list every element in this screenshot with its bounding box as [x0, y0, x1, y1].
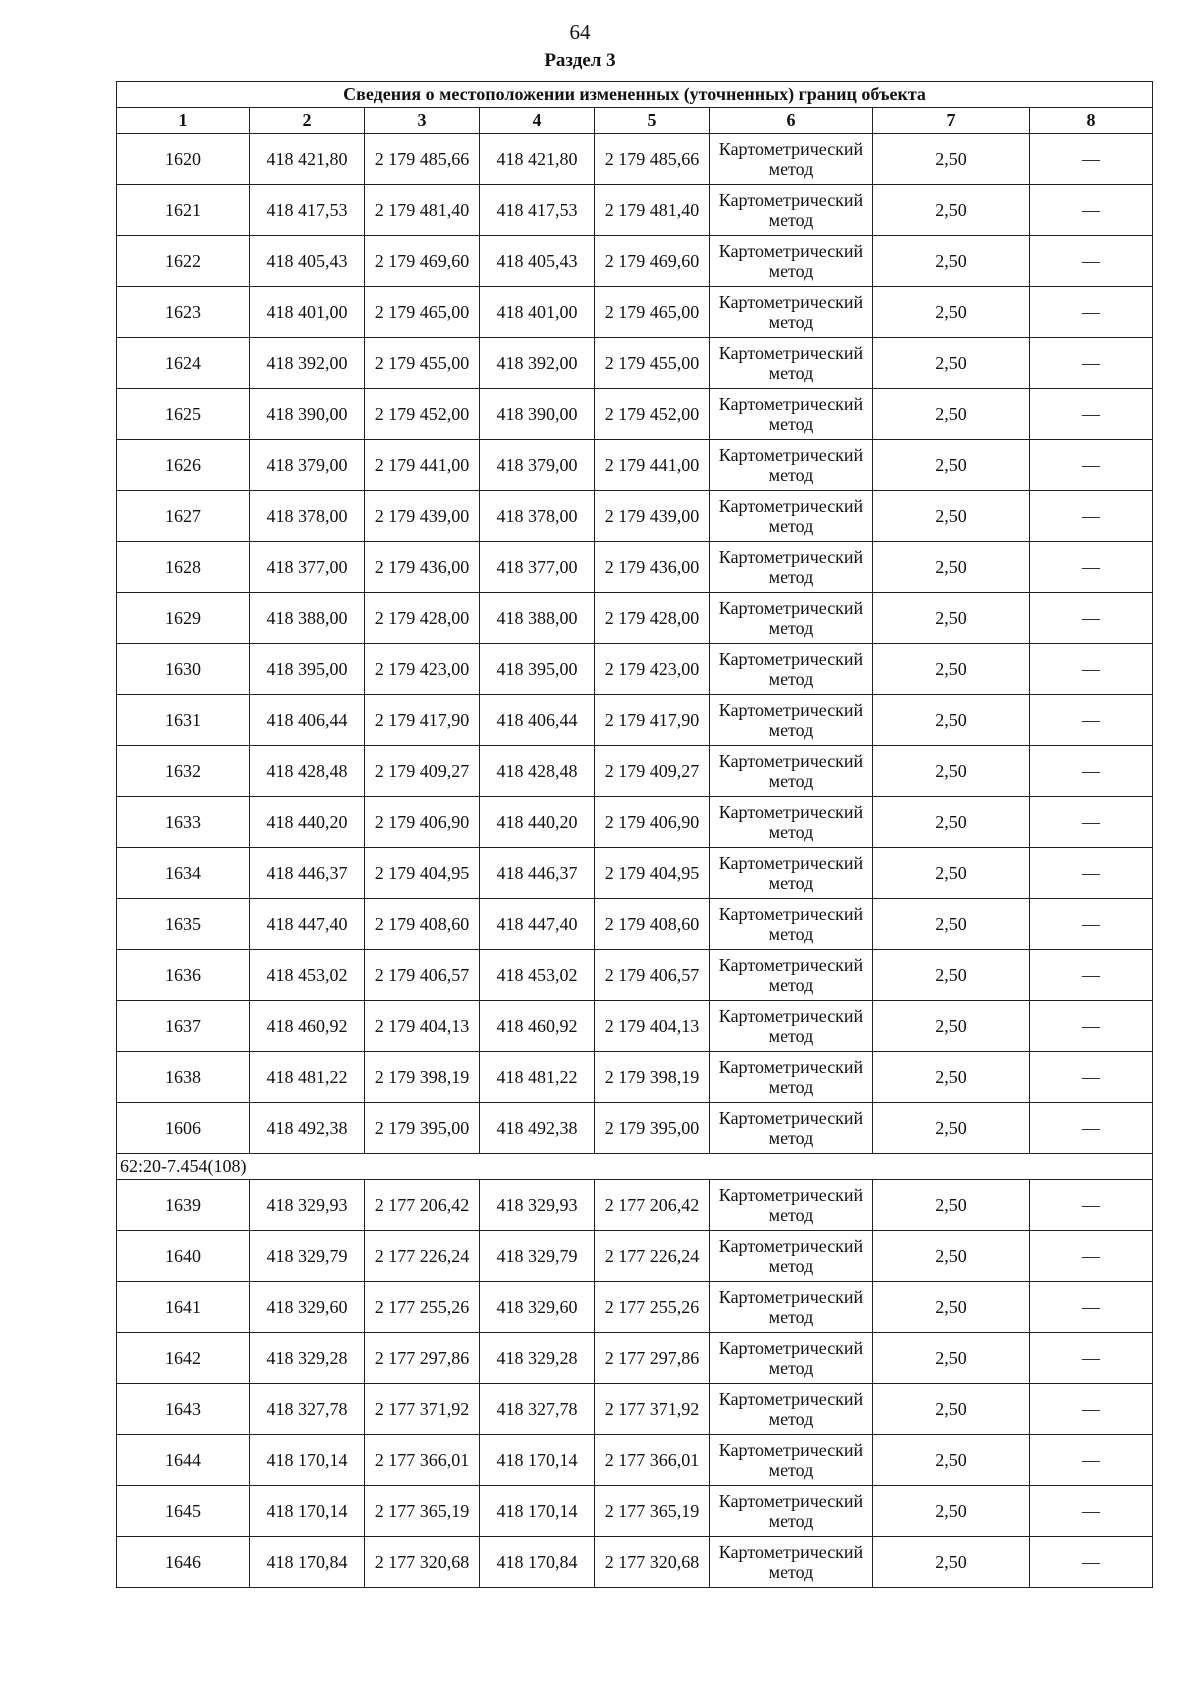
- accuracy-cell: 2,50: [873, 797, 1030, 848]
- x-existing-cell: 418 395,00: [250, 644, 365, 695]
- accuracy-cell: 2,50: [873, 185, 1030, 236]
- table-row: [117, 950, 1153, 1001]
- accuracy-cell: 2,50: [873, 1282, 1030, 1333]
- group-label-row: [117, 1154, 1153, 1180]
- x-new-cell: 418 401,00: [480, 287, 595, 338]
- y-existing-cell: 2 177 206,42: [365, 1180, 480, 1231]
- method-cell: Картометрический метод: [710, 1052, 873, 1103]
- dash-mark: —: [1082, 199, 1101, 220]
- accuracy-cell: 2,50: [873, 1486, 1030, 1537]
- x-existing-cell: 418 329,79: [250, 1231, 365, 1282]
- x-existing-cell: 418 406,44: [250, 695, 365, 746]
- y-new-cell: 2 179 395,00: [595, 1103, 710, 1154]
- x-existing-cell: 418 379,00: [250, 440, 365, 491]
- x-existing-cell: 418 447,40: [250, 899, 365, 950]
- x-existing-cell: 418 378,00: [250, 491, 365, 542]
- table-row: [117, 593, 1153, 644]
- description-cell: [1030, 1333, 1153, 1384]
- column-number: 6: [710, 108, 873, 134]
- dash-mark: —: [1082, 811, 1101, 832]
- x-existing-cell: 418 392,00: [250, 338, 365, 389]
- y-new-cell: 2 177 366,01: [595, 1435, 710, 1486]
- x-existing-cell: 418 390,00: [250, 389, 365, 440]
- x-new-cell: 418 417,53: [480, 185, 595, 236]
- dash-mark: —: [1082, 760, 1101, 781]
- x-new-cell: 418 440,20: [480, 797, 595, 848]
- x-new-cell: 418 392,00: [480, 338, 595, 389]
- table-row: [117, 1537, 1153, 1588]
- method-cell: Картометрический метод: [710, 848, 873, 899]
- x-existing-cell: 418 446,37: [250, 848, 365, 899]
- column-number: 4: [480, 108, 595, 134]
- y-new-cell: 2 179 428,00: [595, 593, 710, 644]
- y-existing-cell: 2 177 366,01: [365, 1435, 480, 1486]
- page-number: 64: [569, 20, 591, 44]
- dash-mark: —: [1082, 862, 1101, 883]
- dash-mark: —: [1082, 1398, 1101, 1419]
- point-number-cell: 1628: [117, 542, 250, 593]
- y-existing-cell: 2 179 404,95: [365, 848, 480, 899]
- description-cell: [1030, 899, 1153, 950]
- table-row: [117, 338, 1153, 389]
- boundary-points-table: [116, 81, 1153, 1588]
- accuracy-cell: 2,50: [873, 1231, 1030, 1282]
- description-cell: [1030, 542, 1153, 593]
- accuracy-cell: 2,50: [873, 593, 1030, 644]
- description-cell: [1030, 848, 1153, 899]
- table-row: [117, 134, 1153, 185]
- y-new-cell: 2 179 452,00: [595, 389, 710, 440]
- x-new-cell: 418 329,60: [480, 1282, 595, 1333]
- table-row: [117, 1180, 1153, 1231]
- method-cell: Картометрический метод: [710, 542, 873, 593]
- description-cell: [1030, 440, 1153, 491]
- x-existing-cell: 418 329,93: [250, 1180, 365, 1231]
- point-number-cell: 1631: [117, 695, 250, 746]
- dash-mark: —: [1082, 1245, 1101, 1266]
- column-number: 5: [595, 108, 710, 134]
- accuracy-cell: 2,50: [873, 1001, 1030, 1052]
- accuracy-cell: 2,50: [873, 236, 1030, 287]
- x-new-cell: 418 378,00: [480, 491, 595, 542]
- x-existing-cell: 418 329,60: [250, 1282, 365, 1333]
- y-existing-cell: 2 179 395,00: [365, 1103, 480, 1154]
- description-cell: [1030, 1001, 1153, 1052]
- x-new-cell: 418 170,84: [480, 1537, 595, 1588]
- x-new-cell: 418 395,00: [480, 644, 595, 695]
- point-number-cell: 1633: [117, 797, 250, 848]
- description-cell: [1030, 389, 1153, 440]
- accuracy-cell: 2,50: [873, 848, 1030, 899]
- accuracy-cell: 2,50: [873, 695, 1030, 746]
- point-number-cell: 1634: [117, 848, 250, 899]
- table-row: [117, 1384, 1153, 1435]
- y-existing-cell: 2 179 398,19: [365, 1052, 480, 1103]
- x-new-cell: 418 421,80: [480, 134, 595, 185]
- point-number-cell: 1625: [117, 389, 250, 440]
- y-new-cell: 2 179 423,00: [595, 644, 710, 695]
- table-row: [117, 1001, 1153, 1052]
- dash-mark: —: [1082, 403, 1101, 424]
- y-existing-cell: 2 179 409,27: [365, 746, 480, 797]
- y-existing-cell: 2 177 371,92: [365, 1384, 480, 1435]
- table-row: [117, 797, 1153, 848]
- x-existing-cell: 418 170,84: [250, 1537, 365, 1588]
- dash-mark: —: [1082, 1117, 1101, 1138]
- description-cell: [1030, 644, 1153, 695]
- table-row: [117, 1282, 1153, 1333]
- x-new-cell: 418 405,43: [480, 236, 595, 287]
- method-cell: Картометрический метод: [710, 236, 873, 287]
- table-row: [117, 1435, 1153, 1486]
- point-number-cell: 1630: [117, 644, 250, 695]
- accuracy-cell: 2,50: [873, 746, 1030, 797]
- y-new-cell: 2 179 485,66: [595, 134, 710, 185]
- y-new-cell: 2 177 226,24: [595, 1231, 710, 1282]
- dash-mark: —: [1082, 352, 1101, 373]
- point-number-cell: 1624: [117, 338, 250, 389]
- dash-mark: —: [1082, 658, 1101, 679]
- x-existing-cell: 418 329,28: [250, 1333, 365, 1384]
- dash-mark: —: [1082, 250, 1101, 271]
- method-cell: Картометрический метод: [710, 695, 873, 746]
- y-existing-cell: 2 179 406,57: [365, 950, 480, 1001]
- cadastral-group-label: 62:20-7.454(108): [117, 1154, 1153, 1180]
- point-number-cell: 1645: [117, 1486, 250, 1537]
- description-cell: [1030, 1435, 1153, 1486]
- table-row: [117, 236, 1153, 287]
- description-cell: [1030, 593, 1153, 644]
- section-title: Раздел 3: [544, 50, 616, 71]
- accuracy-cell: 2,50: [873, 1384, 1030, 1435]
- point-number-cell: 1636: [117, 950, 250, 1001]
- dash-mark: —: [1082, 301, 1101, 322]
- y-new-cell: 2 179 409,27: [595, 746, 710, 797]
- y-existing-cell: 2 179 436,00: [365, 542, 480, 593]
- description-cell: [1030, 1537, 1153, 1588]
- point-number-cell: 1641: [117, 1282, 250, 1333]
- x-new-cell: 418 327,78: [480, 1384, 595, 1435]
- point-number-cell: 1640: [117, 1231, 250, 1282]
- y-new-cell: 2 179 439,00: [595, 491, 710, 542]
- accuracy-cell: 2,50: [873, 644, 1030, 695]
- point-number-cell: 1621: [117, 185, 250, 236]
- dash-mark: —: [1082, 1066, 1101, 1087]
- accuracy-cell: 2,50: [873, 1333, 1030, 1384]
- y-new-cell: 2 177 297,86: [595, 1333, 710, 1384]
- x-existing-cell: 418 460,92: [250, 1001, 365, 1052]
- y-new-cell: 2 177 206,42: [595, 1180, 710, 1231]
- description-cell: [1030, 185, 1153, 236]
- column-number: 7: [873, 108, 1030, 134]
- y-existing-cell: 2 179 455,00: [365, 338, 480, 389]
- point-number-cell: 1638: [117, 1052, 250, 1103]
- y-existing-cell: 2 177 255,26: [365, 1282, 480, 1333]
- method-cell: Картометрический метод: [710, 1537, 873, 1588]
- description-cell: [1030, 1103, 1153, 1154]
- point-number-cell: 1646: [117, 1537, 250, 1588]
- accuracy-cell: 2,50: [873, 134, 1030, 185]
- y-new-cell: 2 179 398,19: [595, 1052, 710, 1103]
- accuracy-cell: 2,50: [873, 950, 1030, 1001]
- x-new-cell: 418 329,28: [480, 1333, 595, 1384]
- x-existing-cell: 418 388,00: [250, 593, 365, 644]
- description-cell: [1030, 1384, 1153, 1435]
- method-cell: Картометрический метод: [710, 593, 873, 644]
- x-new-cell: 418 377,00: [480, 542, 595, 593]
- column-number: 8: [1030, 108, 1153, 134]
- point-number-cell: 1632: [117, 746, 250, 797]
- method-cell: Картометрический метод: [710, 1435, 873, 1486]
- dash-mark: —: [1082, 556, 1101, 577]
- x-new-cell: 418 379,00: [480, 440, 595, 491]
- y-existing-cell: 2 179 408,60: [365, 899, 480, 950]
- dash-mark: —: [1082, 964, 1101, 985]
- y-new-cell: 2 179 436,00: [595, 542, 710, 593]
- method-cell: Картометрический метод: [710, 746, 873, 797]
- y-new-cell: 2 179 408,60: [595, 899, 710, 950]
- description-cell: [1030, 1052, 1153, 1103]
- y-existing-cell: 2 177 320,68: [365, 1537, 480, 1588]
- method-cell: Картометрический метод: [710, 644, 873, 695]
- x-existing-cell: 418 327,78: [250, 1384, 365, 1435]
- accuracy-cell: 2,50: [873, 338, 1030, 389]
- x-new-cell: 418 446,37: [480, 848, 595, 899]
- x-existing-cell: 418 170,14: [250, 1486, 365, 1537]
- accuracy-cell: 2,50: [873, 1537, 1030, 1588]
- y-new-cell: 2 179 441,00: [595, 440, 710, 491]
- point-number-cell: 1637: [117, 1001, 250, 1052]
- y-existing-cell: 2 179 465,00: [365, 287, 480, 338]
- point-number-cell: 1643: [117, 1384, 250, 1435]
- method-cell: Картометрический метод: [710, 1001, 873, 1052]
- description-cell: [1030, 1282, 1153, 1333]
- point-number-cell: 1629: [117, 593, 250, 644]
- table-row: [117, 185, 1153, 236]
- table-row: [117, 1103, 1153, 1154]
- column-number: 3: [365, 108, 480, 134]
- accuracy-cell: 2,50: [873, 389, 1030, 440]
- x-new-cell: 418 406,44: [480, 695, 595, 746]
- x-existing-cell: 418 492,38: [250, 1103, 365, 1154]
- table-body: [117, 82, 1153, 1588]
- y-existing-cell: 2 179 439,00: [365, 491, 480, 542]
- method-cell: Картометрический метод: [710, 389, 873, 440]
- x-new-cell: 418 388,00: [480, 593, 595, 644]
- x-existing-cell: 418 481,22: [250, 1052, 365, 1103]
- table-row: [117, 848, 1153, 899]
- point-number-cell: 1622: [117, 236, 250, 287]
- table-row: [117, 542, 1153, 593]
- y-new-cell: 2 179 455,00: [595, 338, 710, 389]
- accuracy-cell: 2,50: [873, 542, 1030, 593]
- description-cell: [1030, 338, 1153, 389]
- point-number-cell: 1620: [117, 134, 250, 185]
- dash-mark: —: [1082, 454, 1101, 475]
- x-existing-cell: 418 421,80: [250, 134, 365, 185]
- method-cell: Картометрический метод: [710, 950, 873, 1001]
- y-existing-cell: 2 177 365,19: [365, 1486, 480, 1537]
- x-existing-cell: 418 401,00: [250, 287, 365, 338]
- x-existing-cell: 418 453,02: [250, 950, 365, 1001]
- x-new-cell: 418 447,40: [480, 899, 595, 950]
- table-row: [117, 287, 1153, 338]
- dash-mark: —: [1082, 1500, 1101, 1521]
- column-number: 2: [250, 108, 365, 134]
- accuracy-cell: 2,50: [873, 287, 1030, 338]
- dash-mark: —: [1082, 505, 1101, 526]
- point-number-cell: 1639: [117, 1180, 250, 1231]
- y-existing-cell: 2 179 428,00: [365, 593, 480, 644]
- y-new-cell: 2 177 320,68: [595, 1537, 710, 1588]
- table-title: Сведения о местоположении измененных (уточненных) границ объекта: [117, 82, 1153, 108]
- x-new-cell: 418 170,14: [480, 1435, 595, 1486]
- y-new-cell: 2 179 404,13: [595, 1001, 710, 1052]
- y-existing-cell: 2 179 404,13: [365, 1001, 480, 1052]
- method-cell: Картометрический метод: [710, 1180, 873, 1231]
- y-existing-cell: 2 179 485,66: [365, 134, 480, 185]
- y-new-cell: 2 177 371,92: [595, 1384, 710, 1435]
- description-cell: [1030, 1486, 1153, 1537]
- y-new-cell: 2 179 465,00: [595, 287, 710, 338]
- table-row: [117, 389, 1153, 440]
- y-existing-cell: 2 177 226,24: [365, 1231, 480, 1282]
- method-cell: Картометрический метод: [710, 1333, 873, 1384]
- column-number-row: [117, 108, 1153, 134]
- x-new-cell: 418 390,00: [480, 389, 595, 440]
- description-cell: [1030, 134, 1153, 185]
- point-number-cell: 1635: [117, 899, 250, 950]
- description-cell: [1030, 746, 1153, 797]
- description-cell: [1030, 491, 1153, 542]
- y-new-cell: 2 179 404,95: [595, 848, 710, 899]
- table-row: [117, 440, 1153, 491]
- x-new-cell: 418 492,38: [480, 1103, 595, 1154]
- x-new-cell: 418 329,79: [480, 1231, 595, 1282]
- x-new-cell: 418 170,14: [480, 1486, 595, 1537]
- y-new-cell: 2 177 365,19: [595, 1486, 710, 1537]
- method-cell: Картометрический метод: [710, 1231, 873, 1282]
- dash-mark: —: [1082, 1347, 1101, 1368]
- accuracy-cell: 2,50: [873, 440, 1030, 491]
- dash-mark: —: [1082, 607, 1101, 628]
- x-new-cell: 418 453,02: [480, 950, 595, 1001]
- description-cell: [1030, 695, 1153, 746]
- method-cell: Картометрический метод: [710, 134, 873, 185]
- x-existing-cell: 418 377,00: [250, 542, 365, 593]
- method-cell: Картометрический метод: [710, 899, 873, 950]
- table-row: [117, 491, 1153, 542]
- accuracy-cell: 2,50: [873, 491, 1030, 542]
- dash-mark: —: [1082, 1296, 1101, 1317]
- y-existing-cell: 2 179 481,40: [365, 185, 480, 236]
- column-number: 1: [117, 108, 250, 134]
- x-new-cell: 418 481,22: [480, 1052, 595, 1103]
- y-existing-cell: 2 177 297,86: [365, 1333, 480, 1384]
- method-cell: Картометрический метод: [710, 440, 873, 491]
- dash-mark: —: [1082, 913, 1101, 934]
- y-new-cell: 2 177 255,26: [595, 1282, 710, 1333]
- method-cell: Картометрический метод: [710, 491, 873, 542]
- y-new-cell: 2 179 406,57: [595, 950, 710, 1001]
- x-new-cell: 418 460,92: [480, 1001, 595, 1052]
- y-new-cell: 2 179 481,40: [595, 185, 710, 236]
- y-new-cell: 2 179 406,90: [595, 797, 710, 848]
- table-row: [117, 695, 1153, 746]
- x-existing-cell: 418 405,43: [250, 236, 365, 287]
- point-number-cell: 1606: [117, 1103, 250, 1154]
- accuracy-cell: 2,50: [873, 1180, 1030, 1231]
- accuracy-cell: 2,50: [873, 1435, 1030, 1486]
- x-new-cell: 418 329,93: [480, 1180, 595, 1231]
- point-number-cell: 1644: [117, 1435, 250, 1486]
- y-existing-cell: 2 179 441,00: [365, 440, 480, 491]
- x-existing-cell: 418 417,53: [250, 185, 365, 236]
- table-row: [117, 746, 1153, 797]
- x-new-cell: 418 428,48: [480, 746, 595, 797]
- y-existing-cell: 2 179 423,00: [365, 644, 480, 695]
- y-existing-cell: 2 179 406,90: [365, 797, 480, 848]
- point-number-cell: 1623: [117, 287, 250, 338]
- method-cell: Картометрический метод: [710, 338, 873, 389]
- y-existing-cell: 2 179 452,00: [365, 389, 480, 440]
- description-cell: [1030, 797, 1153, 848]
- table-row: [117, 1231, 1153, 1282]
- dash-mark: —: [1082, 1015, 1101, 1036]
- dash-mark: —: [1082, 1194, 1101, 1215]
- method-cell: Картометрический метод: [710, 1282, 873, 1333]
- point-number-cell: 1627: [117, 491, 250, 542]
- point-number-cell: 1626: [117, 440, 250, 491]
- x-existing-cell: 418 440,20: [250, 797, 365, 848]
- table-row: [117, 1333, 1153, 1384]
- description-cell: [1030, 287, 1153, 338]
- method-cell: Картометрический метод: [710, 1384, 873, 1435]
- y-existing-cell: 2 179 417,90: [365, 695, 480, 746]
- dash-mark: —: [1082, 1449, 1101, 1470]
- point-number-cell: 1642: [117, 1333, 250, 1384]
- dash-mark: —: [1082, 709, 1101, 730]
- y-new-cell: 2 179 417,90: [595, 695, 710, 746]
- y-new-cell: 2 179 469,60: [595, 236, 710, 287]
- description-cell: [1030, 1180, 1153, 1231]
- accuracy-cell: 2,50: [873, 899, 1030, 950]
- dash-mark: —: [1082, 1551, 1101, 1572]
- table-row: [117, 1052, 1153, 1103]
- accuracy-cell: 2,50: [873, 1103, 1030, 1154]
- dash-mark: —: [1082, 148, 1101, 169]
- method-cell: Картометрический метод: [710, 797, 873, 848]
- method-cell: Картометрический метод: [710, 185, 873, 236]
- method-cell: Картометрический метод: [710, 1103, 873, 1154]
- table-row: [117, 644, 1153, 695]
- table-caption-row: [117, 82, 1153, 108]
- description-cell: [1030, 1231, 1153, 1282]
- table-row: [117, 1486, 1153, 1537]
- x-existing-cell: 418 428,48: [250, 746, 365, 797]
- x-existing-cell: 418 170,14: [250, 1435, 365, 1486]
- description-cell: [1030, 950, 1153, 1001]
- method-cell: Картометрический метод: [710, 1486, 873, 1537]
- method-cell: Картометрический метод: [710, 287, 873, 338]
- description-cell: [1030, 236, 1153, 287]
- table-row: [117, 899, 1153, 950]
- y-existing-cell: 2 179 469,60: [365, 236, 480, 287]
- accuracy-cell: 2,50: [873, 1052, 1030, 1103]
